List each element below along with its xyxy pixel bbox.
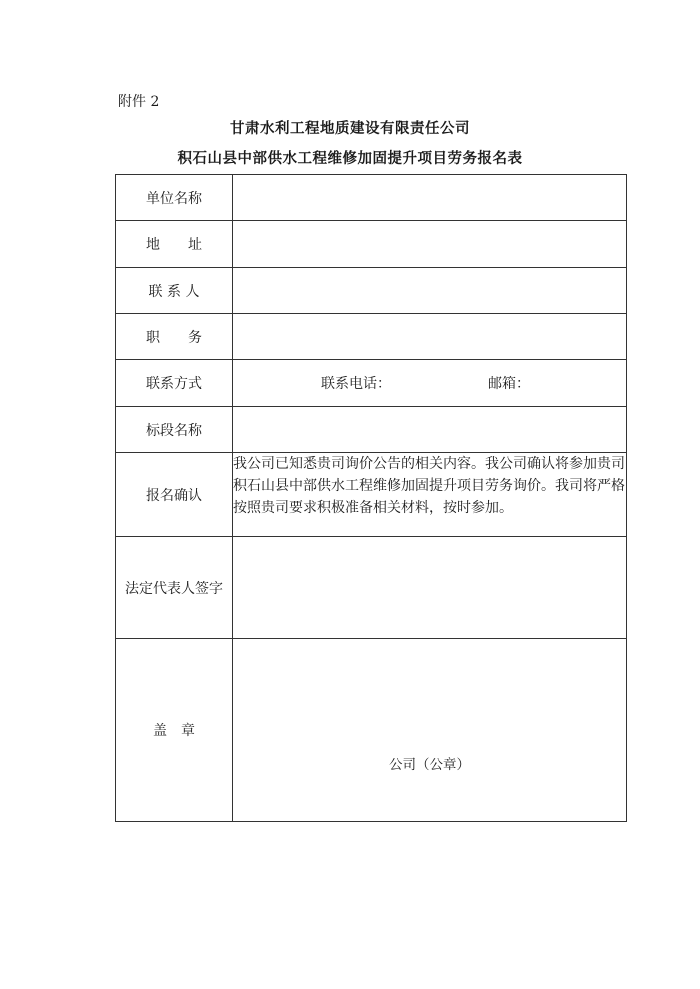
- legal-rep-label: 法定代表人签字: [116, 537, 233, 639]
- row-contact-person: [116, 268, 627, 314]
- address-field[interactable]: [233, 221, 627, 268]
- section-name-field[interactable]: [233, 407, 627, 453]
- position-label: 职 务: [116, 314, 233, 360]
- contact-person-label: 联 系 人: [116, 268, 233, 314]
- attachment-label: 附件 2: [118, 94, 160, 110]
- legal-rep-signature-field[interactable]: [233, 537, 627, 639]
- unit-name-label: 单位名称: [116, 175, 233, 221]
- phone-label: 联系电话：: [321, 376, 391, 392]
- row-section-name: [116, 407, 627, 453]
- registration-form-table: [115, 174, 627, 822]
- unit-name-field[interactable]: [233, 175, 627, 221]
- contact-person-field[interactable]: [233, 268, 627, 314]
- row-contact-method: [116, 360, 627, 407]
- row-address: [116, 221, 627, 268]
- row-unit-name: [116, 175, 627, 221]
- position-field[interactable]: [233, 314, 627, 360]
- address-label: 地 址: [116, 221, 233, 268]
- contact-method-field[interactable]: [233, 360, 627, 407]
- section-name-label: 标段名称: [116, 407, 233, 453]
- row-seal: [116, 639, 627, 822]
- email-label: 邮箱：: [488, 376, 530, 392]
- seal-label: 盖 章: [116, 639, 233, 822]
- form-title: 积石山县中部供水工程维修加固提升项目劳务报名表: [177, 150, 523, 167]
- confirmation-label: 报名确认: [116, 453, 233, 537]
- company-seal-text: 公司（公章）: [389, 757, 470, 773]
- company-title: 甘肃水利工程地质建设有限责任公司: [230, 120, 470, 137]
- confirmation-text: 我公司已知悉贵司询价公告的相关内容。我公司确认将参加贵司积石山县中部供水工程维修加固提升项目劳务询价。我司将严格按照贵司要求积极准备相关材料，按时参加。: [233, 453, 627, 537]
- row-legal-rep: [116, 537, 627, 639]
- seal-field[interactable]: [233, 639, 627, 822]
- row-position: [116, 314, 627, 360]
- contact-method-label: 联系方式: [116, 360, 233, 407]
- row-confirmation: [116, 453, 627, 537]
